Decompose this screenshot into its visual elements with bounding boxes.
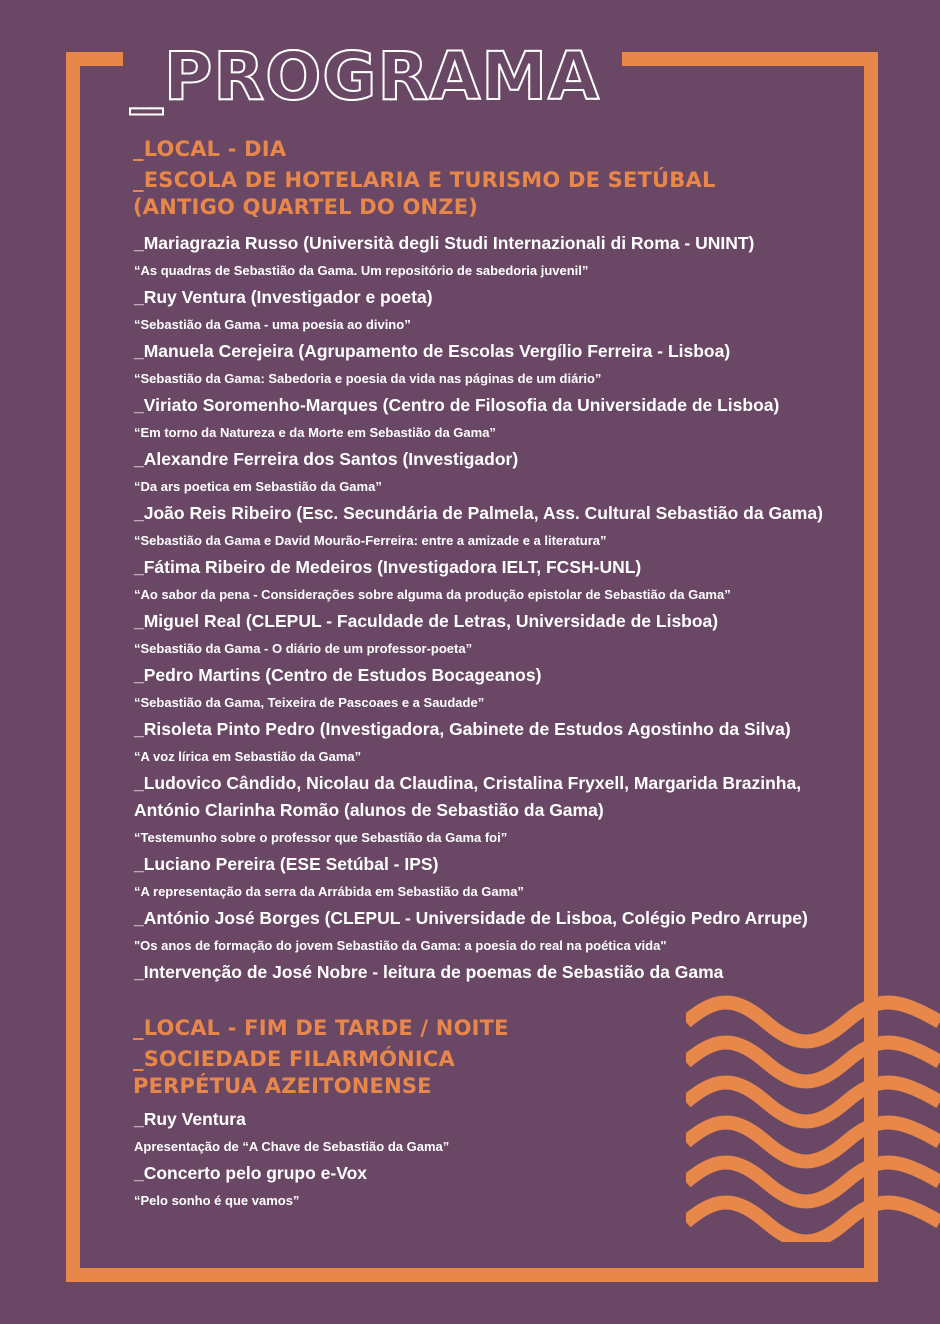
talk-title: "Os anos de formação do jovem Sebastião da Gama: a poesia do real na poética vida" (134, 938, 667, 953)
talk-item (134, 716, 814, 770)
talk-speaker: _João Reis Ribeiro (Esc. Secundária de Palmela, Ass. Cultural Sebastião da Gama) (134, 503, 823, 523)
talk-title: “Ao sabor da pena - Considerações sobre alguma da produção epistolar de Sebastião da Gama” (134, 587, 731, 602)
wave-line (686, 1203, 940, 1242)
talk-item (134, 284, 814, 338)
talk-speaker: _Pedro Martins (Centro de Estudos Bocageanos) (134, 665, 542, 685)
talk-speaker: _Mariagrazia Russo (Università degli Studi Internazionali di Roma - UNINT) (134, 233, 755, 253)
page-title: _PROGRAMA (130, 38, 601, 115)
talk-speaker: _Manuela Cerejeira (Agrupamento de Escolas Vergílio Ferreira - Lisboa) (134, 341, 731, 361)
talk-item (134, 608, 814, 662)
talk-speaker: _Alexandre Ferreira dos Santos (Investigador) (134, 449, 519, 469)
talk-speaker: _Viriato Soromenho-Marques (Centro de Filosofia da Universidade de Lisboa) (134, 395, 780, 415)
talk-speaker: _Risoleta Pinto Pedro (Investigadora, Gabinete de Estudos Agostinho da Silva) (134, 719, 791, 739)
talk-speaker: _Concerto pelo grupo e-Vox (134, 1163, 368, 1183)
talk-item (134, 770, 814, 851)
talk-title: “Da ars poetica em Sebastião da Gama” (134, 479, 382, 494)
talk-speaker: _Luciano Pereira (ESE Setúbal - IPS) (134, 854, 439, 874)
section1-talks (134, 230, 823, 986)
frame-top-right (622, 52, 878, 66)
talk-speaker: _Ruy Ventura (Investigador e poeta) (134, 287, 433, 307)
talk-title: “Pelo sonho é que vamos” (134, 1193, 300, 1208)
talk-speaker: _António José Borges (CLEPUL - Universidade de Lisboa, Colégio Pedro Arrupe) (134, 908, 808, 928)
talk-item (134, 392, 814, 446)
talk-speaker-continued: António Clarinha Romão (alunos de Sebastião da Gama) (134, 800, 604, 820)
wave-decoration (686, 992, 940, 1242)
talk-title: “Sebastião da Gama e David Mourão-Ferreira: entre a amizade e a literatura” (134, 533, 607, 548)
talk-title: “As quadras de Sebastião da Gama. Um repositório de sabedoria juvenil” (134, 263, 589, 278)
talk-title: “Testemunho sobre o professor que Sebastião da Gama foi” (134, 830, 508, 845)
section2-venue-line2: PERPÉTUA AZEITONENSE (133, 1074, 432, 1098)
talk-title: Apresentação de “A Chave de Sebastião da Gama” (134, 1139, 450, 1154)
talk-item (134, 230, 814, 284)
section1-header (133, 136, 716, 221)
section1-venue-line2: (ANTIGO QUARTEL DO ONZE) (133, 195, 479, 219)
talk-title: “Sebastião da Gama - uma poesia ao divino” (134, 317, 411, 332)
talk-item (134, 338, 814, 392)
section1-venue-line1: _ESCOLA DE HOTELARIA E TURISMO DE SETÚBAL (133, 168, 716, 192)
section2-header (133, 1015, 509, 1100)
frame-bottom (66, 1268, 878, 1282)
section1-local: _LOCAL - DIA (133, 137, 287, 161)
section2-local: _LOCAL - FIM DE TARDE / NOITE (133, 1016, 509, 1040)
talk-title: “Sebastião da Gama - O diário de um professor-poeta” (134, 641, 473, 656)
talk-item (134, 554, 814, 608)
talk-item (134, 959, 814, 986)
talk-title: “Sebastião da Gama, Teixeira de Pascoaes e a Saudade” (134, 695, 485, 710)
talk-title: “Em torno da Natureza e da Morte em Sebastião da Gama” (134, 425, 496, 440)
talk-speaker: _Ludovico Cândido, Nicolau da Claudina, Cristalina Fryxell, Margarida Brazinha, (134, 773, 802, 793)
talk-speaker: _Fátima Ribeiro de Medeiros (Investigadora IELT, FCSH-UNL) (134, 557, 642, 577)
talk-speaker: _Ruy Ventura (134, 1109, 246, 1129)
talk-item (134, 851, 814, 905)
frame-left (66, 52, 80, 1282)
talk-item (134, 500, 823, 554)
talk-item (134, 905, 814, 959)
talk-speaker: _Miguel Real (CLEPUL - Faculdade de Letras, Universidade de Lisboa) (134, 611, 719, 631)
talk-item (134, 662, 814, 716)
talk-item (134, 446, 814, 500)
talk-title: “Sebastião da Gama: Sabedoria e poesia da vida nas páginas de um diário” (134, 371, 602, 386)
talk-speaker: _Intervenção de José Nobre - leitura de poemas de Sebastião da Gama (134, 962, 724, 982)
talk-title: “A voz lírica em Sebastião da Gama” (134, 749, 362, 764)
talk-title: “A representação da serra da Arrábida em Sebastião da Gama” (134, 884, 524, 899)
section2-venue-line1: _SOCIEDADE FILARMÓNICA (133, 1047, 455, 1071)
